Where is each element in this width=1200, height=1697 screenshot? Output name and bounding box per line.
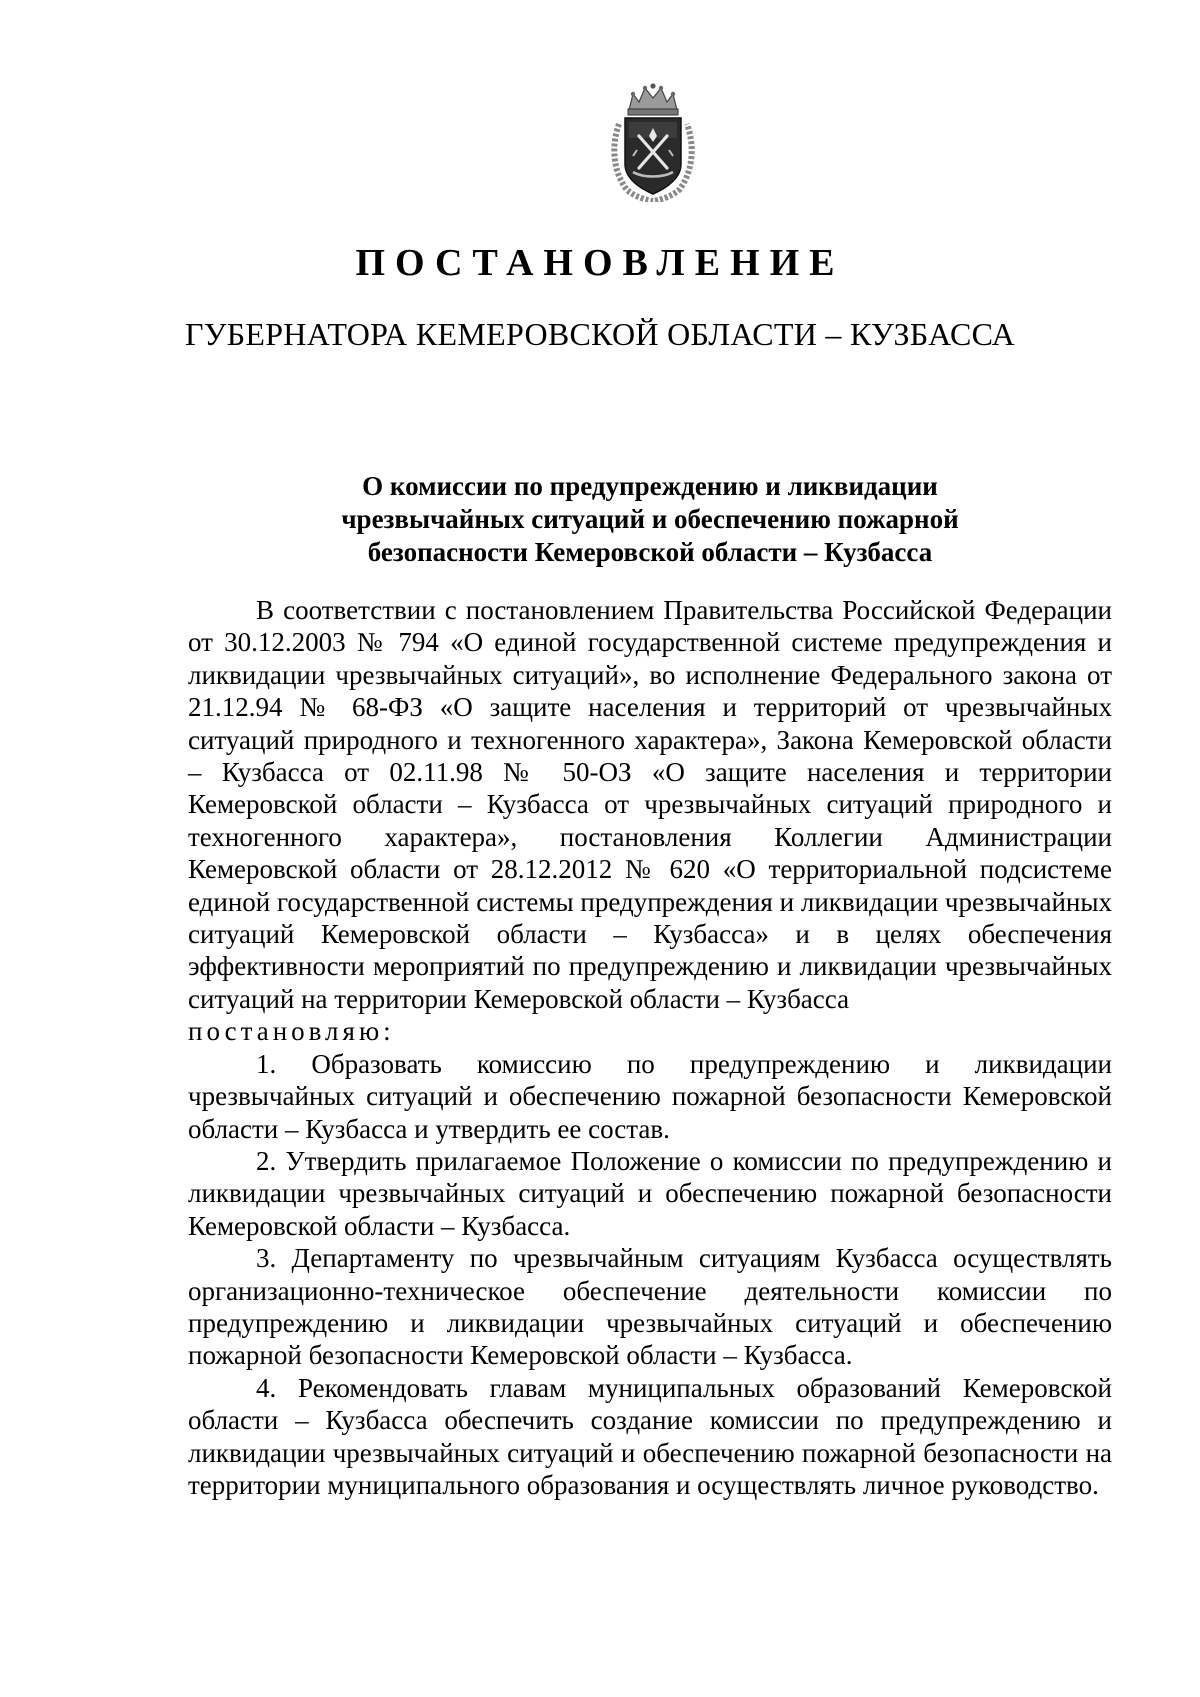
item-paragraph-3: 3. Департаменту по чрезвычайным ситуациям Кузбасса осуществлять организационно-техническое обеспечение деятельности комиссии по предупреждению и ликвидации чрезвычайных ситуаций и обеспечению пожарной безопасности Кемеровской области – Кузбасса. (188, 1243, 1112, 1371)
resolve-word: постановляю: (188, 1016, 395, 1047)
resolve-word-paragraph (188, 1015, 1112, 1047)
document-title-line: чрезвычайных ситуаций и обеспечению пожарной (341, 504, 959, 534)
coat-of-arms-emblem (609, 80, 697, 202)
document-body (188, 594, 1112, 1501)
item-paragraph-1: 1. Образовать комиссию по предупреждению и ликвидации чрезвычайных ситуаций и обеспечению пожарной безопасности Кемеровской области – Кузбасса и утвердить ее состав. (188, 1048, 1112, 1144)
issuing-authority: ГУБЕРНАТОРА КЕМЕРОВСКОЙ ОБЛАСТИ – КУЗБАССА (184, 316, 1016, 352)
document-title-line: О комиссии по предупреждению и ликвидации (362, 471, 938, 501)
document-title (190, 470, 1110, 569)
item-paragraph-4: 4. Рекомендовать главам муниципальных образований Кемеровской области – Кузбасса обеспечить создание комиссии по предупреждению и ликвидации чрезвычайных ситуаций и обеспечению пожарной безопасности на территории муниципального образования и осуществлять личное руководство. (188, 1372, 1112, 1500)
document-type-heading: ПОСТАНОВЛЕНИЕ (355, 242, 845, 284)
preamble-paragraph: В соответствии с постановлением Правительства Российской Федерации от 30.12.2003 № 794 «О единой государственной системе предупреждения и ликвидации чрезвычайных ситуаций», во исполнение Федерального закона от 21.12.94 № 68-ФЗ «О защите населения и территорий от чрезвычайных ситуаций природного и техногенного характера», Закона Кемеровской области – Кузбасса от 02.11.98 № 50-ОЗ «О защите населения и территории Кемеровской области – Кузбасса от чрезвычайных ситуаций природного и техногенного характера», постановления Коллегии Администрации Кемеровской области от 28.12.2012 № 620 «О территориальной подсистеме единой государственной системы предупреждения и ликвидации чрезвычайных ситуаций Кемеровской области – Кузбасса» и в целях обеспечения эффективности мероприятий по предупреждению и ликвидации чрезвычайных ситуаций на территории Кемеровской области – Кузбасса (188, 595, 1112, 1014)
document-title-line: безопасности Кемеровской области – Кузбасса (367, 537, 933, 567)
item-paragraph-2: 2. Утвердить прилагаемое Положение о комиссии по предупреждению и ликвидации чрезвычайных ситуаций и обеспечению пожарной безопасности Кемеровской области – Кузбасса. (188, 1145, 1112, 1241)
